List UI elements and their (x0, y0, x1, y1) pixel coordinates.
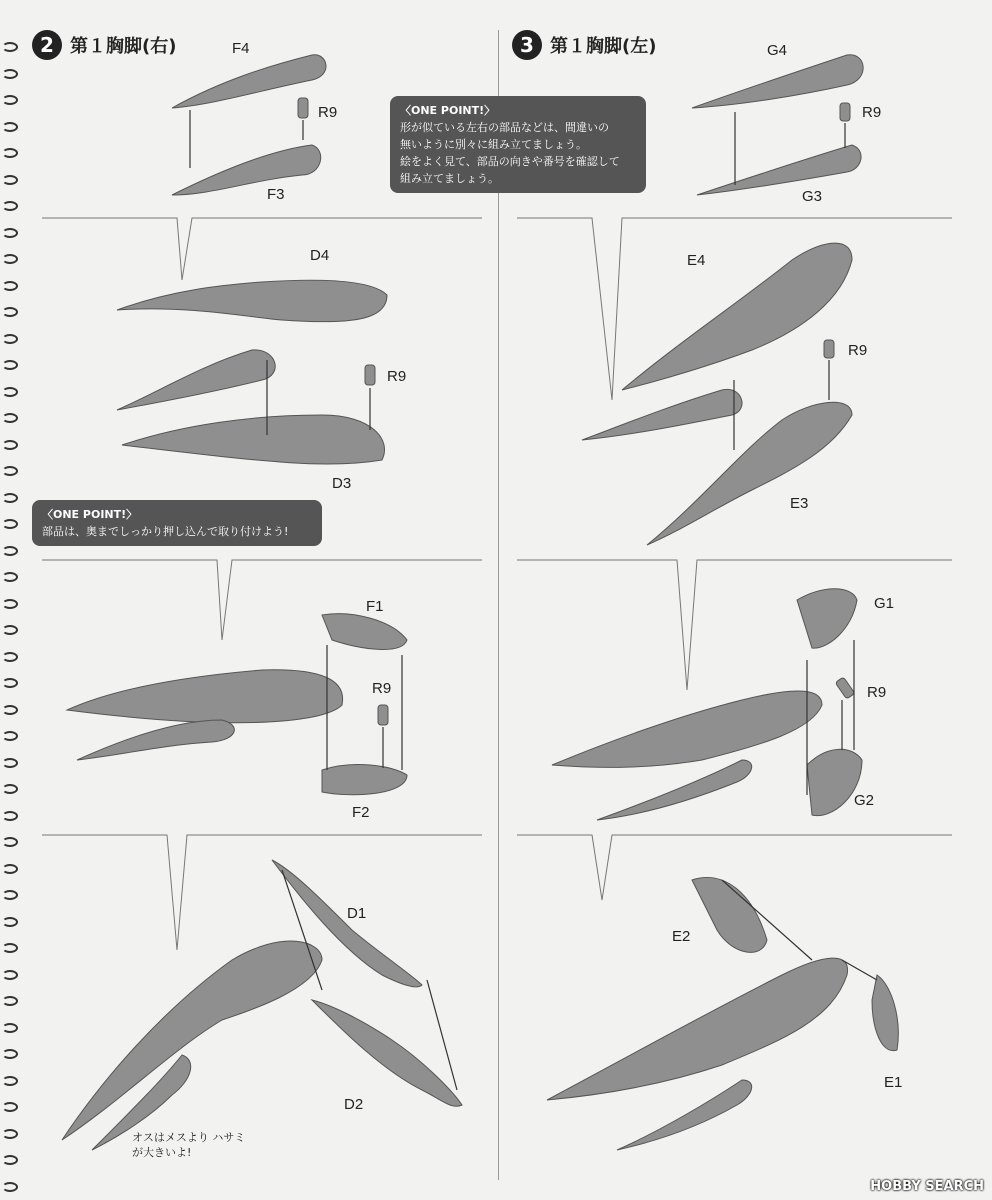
part-e4-finger (582, 389, 742, 440)
label-r9: R9 (867, 684, 887, 701)
binder-ring (2, 970, 18, 980)
claw-left-big-finger (617, 1080, 752, 1150)
label-f1: F1 (366, 598, 384, 615)
part-e2 (692, 878, 767, 953)
part-d4 (117, 280, 387, 322)
binder-ring (2, 360, 18, 370)
part-r9-e (824, 340, 834, 358)
binder-ring (2, 864, 18, 874)
binder-ring (2, 546, 18, 556)
binder-ring (2, 95, 18, 105)
binder-ring (2, 625, 18, 635)
callout-line-2: 無いように別々に組み立てましょう。 (400, 138, 587, 151)
part-d4-finger (117, 350, 275, 410)
part-r9-a (298, 98, 308, 118)
one-point-callout-right (390, 96, 646, 193)
part-d3 (122, 415, 385, 464)
binder-ring (2, 1102, 18, 1112)
label-g3: G3 (802, 188, 823, 205)
binder-ring (2, 493, 18, 503)
label-e1: E1 (884, 1074, 903, 1091)
binder-ring (2, 254, 18, 264)
one-point-callout-left (32, 500, 322, 546)
binder-ring (2, 307, 18, 317)
binder-ring (2, 466, 18, 476)
binder-ring (2, 784, 18, 794)
label-r9: R9 (387, 368, 407, 385)
callout-text: 部品は、奥までしっかり押し込んで取り付けよう! (42, 525, 289, 538)
callout-title: 〈ONE POINT!〉 (42, 508, 138, 521)
part-g1 (797, 589, 857, 648)
binder-ring (2, 890, 18, 900)
claw-left-big (547, 958, 848, 1100)
binder-ring (2, 572, 18, 582)
part-f3 (172, 145, 321, 195)
label-f2: F2 (352, 804, 370, 821)
label-d2: D2 (344, 1096, 364, 1113)
binder-ring (2, 69, 18, 79)
binder-ring (2, 201, 18, 211)
claw-left-finger (597, 760, 752, 820)
label-r9: R9 (372, 680, 392, 697)
binder-ring (2, 1182, 18, 1192)
binder-ring (2, 652, 18, 662)
watermark: HOBBY SEARCH (870, 1179, 984, 1194)
binder-ring (2, 705, 18, 715)
step-2-title: 第１胸脚(右) (70, 36, 177, 57)
claw-left-body (552, 691, 822, 767)
label-e2: E2 (672, 928, 691, 945)
step-2-header (32, 30, 176, 60)
binder-ring (2, 917, 18, 927)
part-g3 (697, 145, 861, 195)
binder-ring (2, 334, 18, 344)
label-r9: R9 (862, 104, 882, 121)
step-3-header (512, 30, 656, 60)
label-f3: F3 (267, 186, 285, 203)
binder-ring (2, 1049, 18, 1059)
binder-ring (2, 996, 18, 1006)
callout-line-4: 組み立てましょう。 (400, 172, 499, 185)
part-f1 (322, 614, 407, 650)
binder-ring (2, 440, 18, 450)
part-e4 (622, 243, 852, 390)
step-3-title: 第１胸脚(左) (550, 36, 657, 57)
label-d1: D1 (347, 905, 367, 922)
binder-ring (2, 758, 18, 768)
part-d2 (312, 1000, 462, 1106)
binder-ring (2, 811, 18, 821)
claw-lower-finger (77, 720, 234, 760)
label-d4: D4 (310, 247, 330, 264)
binder-ring (2, 148, 18, 158)
label-g4: G4 (767, 42, 788, 59)
binder-ring (2, 387, 18, 397)
label-g2: G2 (854, 792, 875, 809)
binder-ring (2, 943, 18, 953)
label-d3: D3 (332, 475, 352, 492)
binder-ring (2, 1129, 18, 1139)
instruction-page (22, 0, 992, 1200)
part-g4 (692, 55, 863, 108)
part-f2 (322, 765, 407, 795)
binder-ring (2, 678, 18, 688)
binder-rings (0, 0, 22, 1200)
label-r9: R9 (318, 104, 338, 121)
part-r9-c (378, 705, 388, 725)
label-e4: E4 (687, 252, 706, 269)
binder-ring (2, 42, 18, 52)
step-3-number: 3 (512, 30, 542, 60)
binder-ring (2, 175, 18, 185)
binder-ring (2, 122, 18, 132)
part-r9-f (835, 677, 855, 699)
callout-title: 〈ONE POINT!〉 (400, 104, 496, 117)
binder-ring (2, 599, 18, 609)
binder-ring (2, 1155, 18, 1165)
binder-ring (2, 228, 18, 238)
big-claw (62, 941, 322, 1140)
binder-ring (2, 731, 18, 741)
part-r9-d (840, 103, 850, 121)
label-e3: E3 (790, 495, 809, 512)
callout-line-1: 形が似ている左右の部品などは、間違いの (400, 121, 609, 134)
binder-ring (2, 1023, 18, 1033)
binder-ring (2, 413, 18, 423)
step-2-number: 2 (32, 30, 62, 60)
part-r9-b (365, 365, 375, 385)
binder-ring (2, 1076, 18, 1086)
callout-line-3: 絵をよく見て、部品の向きや番号を確認して (400, 155, 620, 168)
hint-note: オスはメスより ハサミが大きいよ! (132, 1131, 246, 1159)
binder-ring (2, 837, 18, 847)
binder-ring (2, 281, 18, 291)
label-r9: R9 (848, 342, 868, 359)
part-e1 (872, 975, 898, 1051)
label-f4: F4 (232, 40, 250, 57)
binder-ring (2, 519, 18, 529)
claw-body (67, 670, 343, 723)
label-g1: G1 (874, 595, 895, 612)
